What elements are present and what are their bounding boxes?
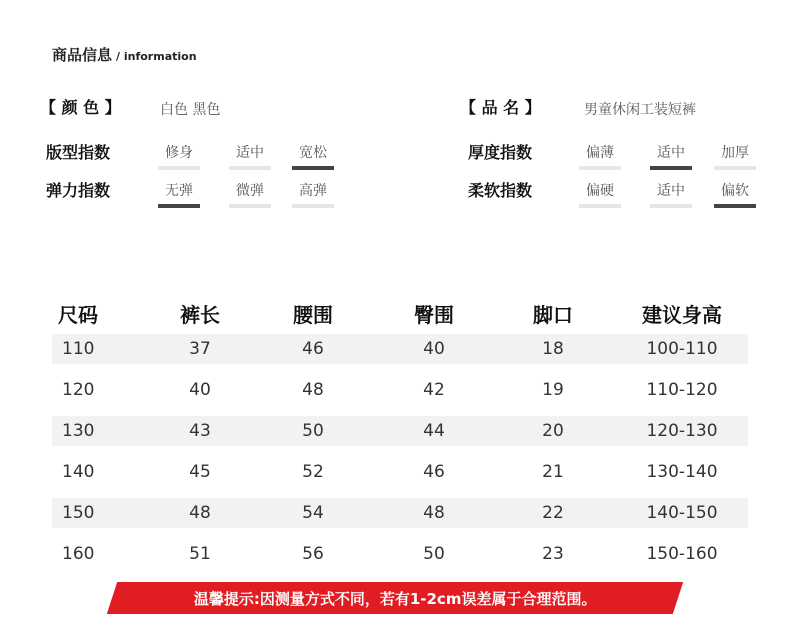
thickness-label: 厚度指数 (468, 143, 533, 162)
fit-label: 版型指数 (46, 143, 111, 162)
cell: 45 (189, 462, 211, 482)
table-row (52, 457, 748, 487)
softness-option-label: 偏软 (721, 183, 749, 199)
table-row (52, 416, 748, 446)
product-name-label: 【 品 名 】 (460, 98, 541, 117)
header-height: 建议身高 (642, 302, 722, 327)
fit-option-label: 修身 (165, 145, 193, 161)
table-row (52, 539, 748, 569)
fit-option-slim (158, 142, 200, 170)
header-hip: 臀围 (414, 302, 454, 327)
color-value: 白色 黑色 (160, 102, 221, 118)
softness-option-bar-selected (714, 204, 756, 208)
cell: 100-110 (646, 339, 718, 359)
size-table (52, 296, 748, 569)
cell: 110-120 (646, 380, 718, 400)
cell: 130 (62, 421, 95, 441)
softness-option-bar (650, 204, 692, 208)
softness-option-soft (714, 180, 756, 208)
cell: 140-150 (646, 503, 718, 523)
header-length: 裤长 (180, 302, 220, 327)
softness-option-medium (650, 180, 692, 208)
softness-option-hard (579, 180, 621, 208)
fit-option-bar-selected (292, 166, 334, 170)
header-size: 尺码 (58, 302, 98, 327)
header-leg-opening: 脚口 (533, 302, 573, 327)
softness-option-bar (579, 204, 621, 208)
cell: 42 (423, 380, 445, 400)
measurement-notice-banner (107, 582, 683, 614)
cell: 150 (62, 503, 95, 523)
cell: 48 (423, 503, 445, 523)
cell: 48 (189, 503, 211, 523)
softness-option-label: 偏硬 (586, 183, 614, 199)
section-subtitle: / information (116, 50, 197, 63)
cell: 50 (423, 544, 445, 564)
fit-option-label: 适中 (236, 145, 264, 161)
product-name-value: 男童休闲工装短裤 (584, 102, 696, 118)
cell: 22 (542, 503, 564, 523)
cell: 46 (302, 339, 324, 359)
thickness-option-thick (714, 142, 756, 170)
cell: 120 (62, 380, 95, 400)
cell: 50 (302, 421, 324, 441)
stretch-option-high (292, 180, 334, 208)
cell: 18 (542, 339, 564, 359)
cell: 21 (542, 462, 564, 482)
softness-label: 柔软指数 (468, 181, 533, 200)
measurement-notice-text: 温馨提示:因测量方式不同，若有1-2cm误差属于合理范围。 (193, 589, 597, 608)
stretch-option-bar-selected (158, 204, 200, 208)
cell: 48 (302, 380, 324, 400)
thickness-option-thin (579, 142, 621, 170)
section-title (52, 44, 197, 65)
cell: 140 (62, 462, 95, 482)
cell: 52 (302, 462, 324, 482)
stretch-option-label: 微弹 (236, 183, 264, 199)
fit-option-loose (292, 142, 334, 170)
cell: 120-130 (646, 421, 718, 441)
thickness-option-bar (579, 166, 621, 170)
stretch-option-label: 高弹 (299, 183, 327, 199)
cell: 160 (62, 544, 95, 564)
fit-option-regular (229, 142, 271, 170)
cell: 23 (542, 544, 564, 564)
cell: 130-140 (646, 462, 718, 482)
table-row (52, 334, 748, 364)
thickness-option-bar (714, 166, 756, 170)
cell: 37 (189, 339, 211, 359)
cell: 51 (189, 544, 211, 564)
thickness-option-label: 偏薄 (586, 145, 614, 161)
softness-option-label: 适中 (657, 183, 685, 199)
stretch-option-none (158, 180, 200, 208)
stretch-label: 弹力指数 (46, 181, 111, 200)
cell: 54 (302, 503, 324, 523)
thickness-option-medium (650, 142, 692, 170)
stretch-option-bar (229, 204, 271, 208)
thickness-option-label: 适中 (657, 145, 685, 161)
cell: 46 (423, 462, 445, 482)
cell: 150-160 (646, 544, 718, 564)
cell: 19 (542, 380, 564, 400)
stretch-option-bar (292, 204, 334, 208)
cell: 56 (302, 544, 324, 564)
cell: 44 (423, 421, 445, 441)
header-waist: 腰围 (293, 302, 333, 327)
table-row (52, 375, 748, 405)
cell: 40 (189, 380, 211, 400)
cell: 20 (542, 421, 564, 441)
section-title-text: 商品信息 (52, 46, 113, 64)
table-row (52, 498, 748, 528)
cell: 110 (62, 339, 95, 359)
size-table-header (52, 296, 748, 330)
fit-option-bar (158, 166, 200, 170)
fit-option-bar (229, 166, 271, 170)
cell: 43 (189, 421, 211, 441)
stretch-option-label: 无弹 (165, 183, 193, 199)
stretch-option-slight (229, 180, 271, 208)
cell: 40 (423, 339, 445, 359)
thickness-option-label: 加厚 (721, 145, 749, 161)
color-label: 【 颜 色 】 (40, 98, 121, 117)
fit-option-label: 宽松 (299, 145, 327, 161)
thickness-option-bar-selected (650, 166, 692, 170)
